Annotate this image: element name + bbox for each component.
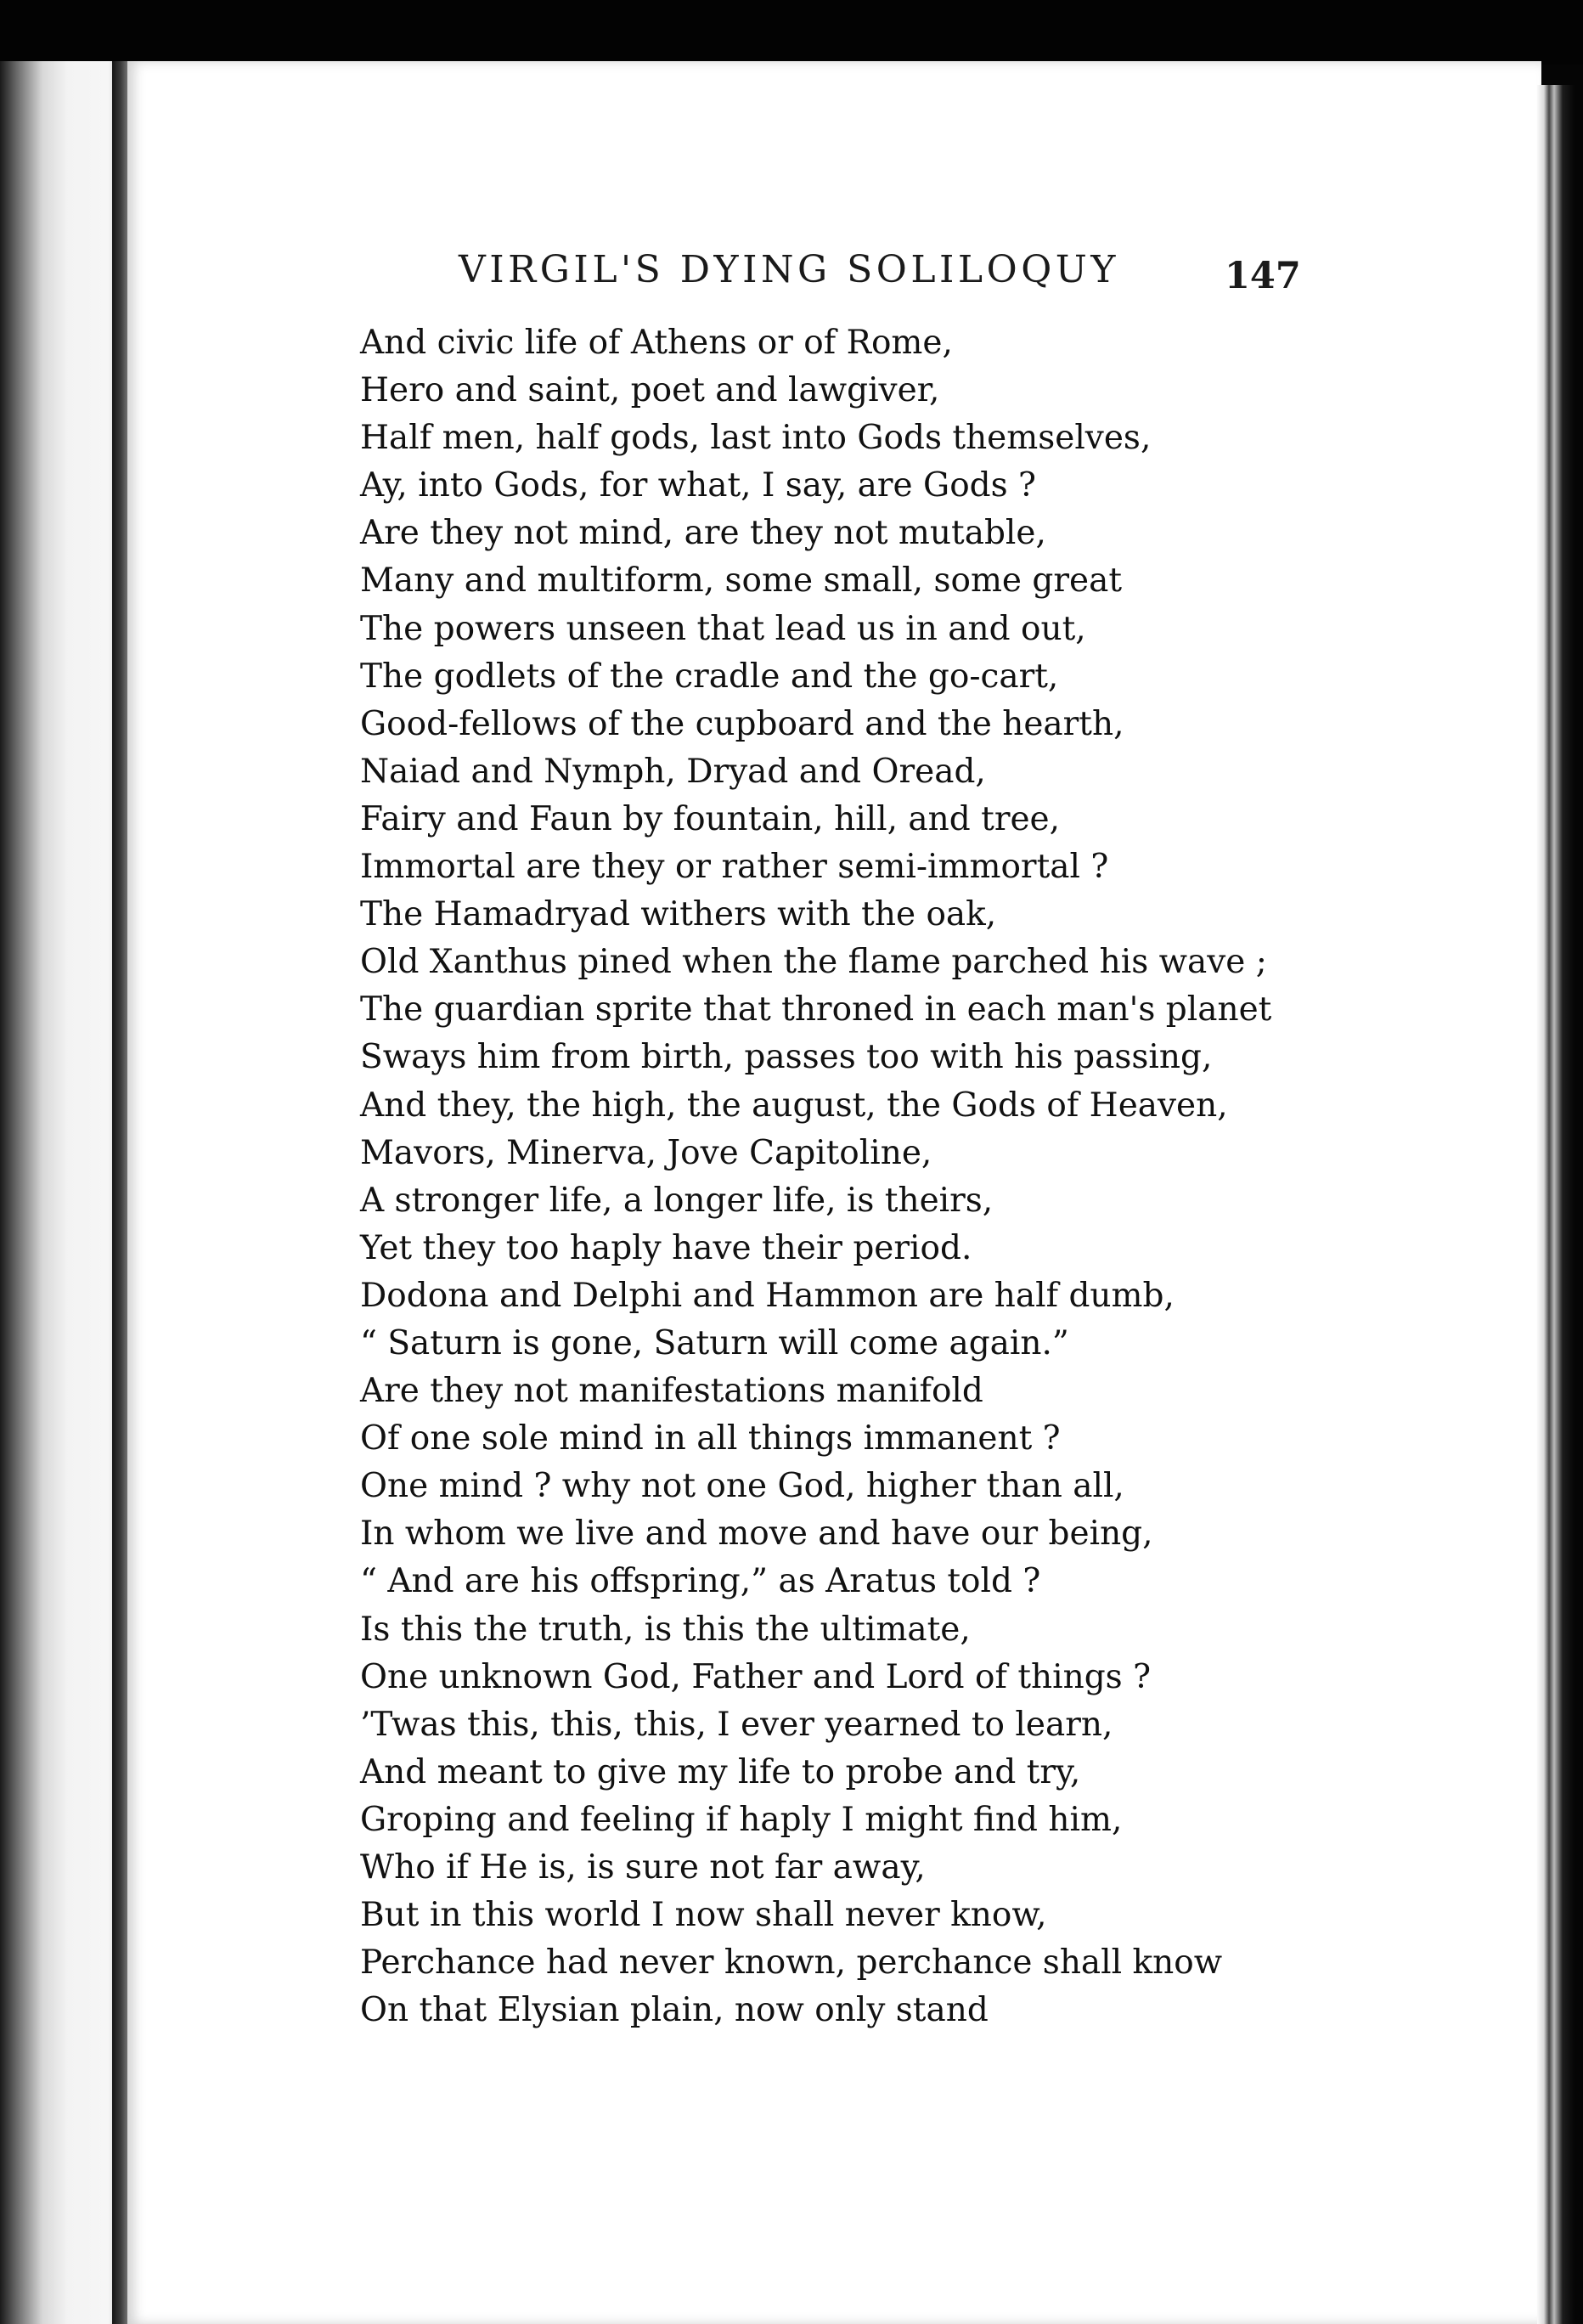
poem-line: Ay, into Gods, for what, I say, are Gods ?: [360, 466, 1036, 505]
poem-line: One unknown God, Father and Lord of things ?: [360, 1657, 1151, 1696]
poem-line: Are they not mind, are they not mutable,: [360, 514, 1046, 553]
poem-line: “ Saturn is gone, Saturn will come again.”: [360, 1323, 1069, 1362]
poem-line: Are they not manifestations manifold: [360, 1372, 983, 1411]
poem-line: Groping and feeling if haply I might find him,: [360, 1800, 1123, 1839]
poem-line: Old Xanthus pined when the flame parched his wave ;: [360, 943, 1267, 982]
facing-page-edge: [0, 61, 119, 2324]
poem-line: Of one sole mind in all things immanent ?: [360, 1419, 1061, 1458]
poem-line: And meant to give my life to probe and try,: [360, 1752, 1081, 1791]
poem-line: But in this world I now shall never know,: [360, 1896, 1047, 1935]
poem-line: In whom we live and move and have our being,: [360, 1515, 1153, 1554]
poem-line: Half men, half gods, last into Gods themselves,: [360, 419, 1152, 458]
poem-line: Many and multiform, some small, some great: [360, 561, 1123, 601]
poem-line: Immortal are they or rather semi-immortal ?: [360, 848, 1109, 887]
poem-line: Perchance had never known, perchance shall know: [360, 1943, 1223, 1983]
page-fore-edge: [1537, 85, 1575, 2324]
poem-line: Sways him from birth, passes too with his passing,: [360, 1038, 1213, 1077]
poem-text: [360, 319, 1345, 2034]
poem-line: The godlets of the cradle and the go-cart,: [360, 657, 1059, 696]
running-head: VIRGIL'S DYING SOLILOQUY: [459, 248, 1119, 291]
poem-line: Fairy and Faun by fountain, hill, and tree,: [360, 799, 1061, 838]
poem-line: On that Elysian plain, now only stand: [360, 1991, 989, 2030]
poem-line: Mavors, Minerva, Jove Capitoline,: [360, 1133, 932, 1172]
poem-line: And they, the high, the august, the Gods of Heaven,: [360, 1086, 1228, 1125]
poem-line: The guardian sprite that throned in each man's planet: [360, 990, 1272, 1029]
poem-line: A stronger life, a longer life, is theirs,: [360, 1181, 994, 1220]
poem-line: ’Twas this, this, this, I ever yearned to learn,: [360, 1705, 1113, 1744]
poem-line: Dodona and Delphi and Hammon are half dumb,: [360, 1276, 1175, 1315]
page-number: 147: [1225, 255, 1301, 297]
poem-line: Naiad and Nymph, Dryad and Oread,: [360, 752, 986, 791]
poem-line: The Hamadryad withers with the oak,: [360, 895, 997, 934]
poem-line: And civic life of Athens or of Rome,: [360, 324, 953, 362]
poem-line: One mind ? why not one God, higher than all,: [360, 1467, 1124, 1506]
poem-line: Who if He is, is sure not far away,: [360, 1848, 926, 1887]
poem-line: Yet they too haply have their period.: [360, 1228, 972, 1267]
poem-line: The powers unseen that lead us in and out,: [360, 609, 1086, 648]
poem-line: Hero and saint, poet and lawgiver,: [360, 371, 940, 410]
scan-background: [0, 0, 1583, 65]
poem-line: Is this the truth, is this the ultimate,: [360, 1610, 971, 1649]
poem-line: Good-fellows of the cupboard and the hearth,: [360, 704, 1124, 743]
poem-line: “ And are his offspring,” as Aratus told ?: [360, 1562, 1041, 1601]
